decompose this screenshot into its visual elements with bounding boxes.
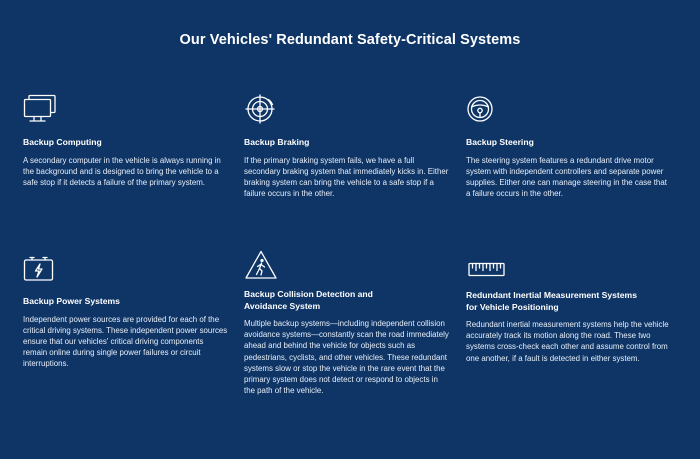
card-body: Independent power sources are provided for each of the critical driving systems. These independent power sources ensure that our vehicles' critical driving components remain online during single power failures or circuit interruptions. xyxy=(23,314,228,369)
card-title: Backup Steering xyxy=(466,137,534,147)
monitors-icon xyxy=(23,94,57,124)
steering-wheel-icon xyxy=(466,94,500,124)
card-backup-collision-detection xyxy=(244,250,449,396)
card-title: Backup Braking xyxy=(244,137,310,147)
card-body: Redundant inertial measurement systems help the vehicle accurately track its motion along the road. These two systems cross-check each other and assume control from one another, if a fault is detected in either system. xyxy=(466,320,669,363)
card-body: A secondary computer in the vehicle is always running in the background and is designed to bring the vehicle to a safe stop if it detects a failure of the primary system. xyxy=(23,155,221,187)
card-backup-computing xyxy=(23,94,228,188)
card-body: The steering system features a redundant drive motor system with independent controllers and separate power supplies. Either one can manage steering in the case that a failure occurs in the other. xyxy=(466,155,667,199)
card-title: Backup Collision Detection and Avoidance System xyxy=(244,289,373,311)
card-backup-braking xyxy=(244,94,449,199)
ruler-icon xyxy=(466,262,500,278)
card-redundant-inertial-measurement xyxy=(466,262,671,364)
card-backup-power-systems xyxy=(23,255,228,370)
card-backup-steering xyxy=(466,94,671,199)
battery-icon xyxy=(23,255,57,285)
card-title: Backup Computing xyxy=(23,137,102,147)
pedestrian-warning-icon xyxy=(244,250,278,280)
card-title: Backup Power Systems xyxy=(23,296,120,306)
card-body: If the primary braking system fails, we have a full secondary braking system that immediately kicks in. Either braking system can bring the vehicle to a safe stop if a failure occurs in the other. xyxy=(244,155,449,199)
page-title: Our Vehicles' Redundant Safety-Critical Systems xyxy=(179,32,521,48)
brake-disc-icon xyxy=(244,94,278,124)
card-title: Redundant Inertial Measurement Systems for Vehicle Positioning xyxy=(466,290,637,312)
card-body: Multiple backup systems—including independent collision avoidance systems—constantly scan the road immediately ahead and behind the vehicle for objects such as pedestrians, cyclists, and other vehicles. These redundant systems slow or stop the vehicle in the rare event that the primary system does not detect or respond to objects in the path of the vehicle. xyxy=(244,319,449,396)
